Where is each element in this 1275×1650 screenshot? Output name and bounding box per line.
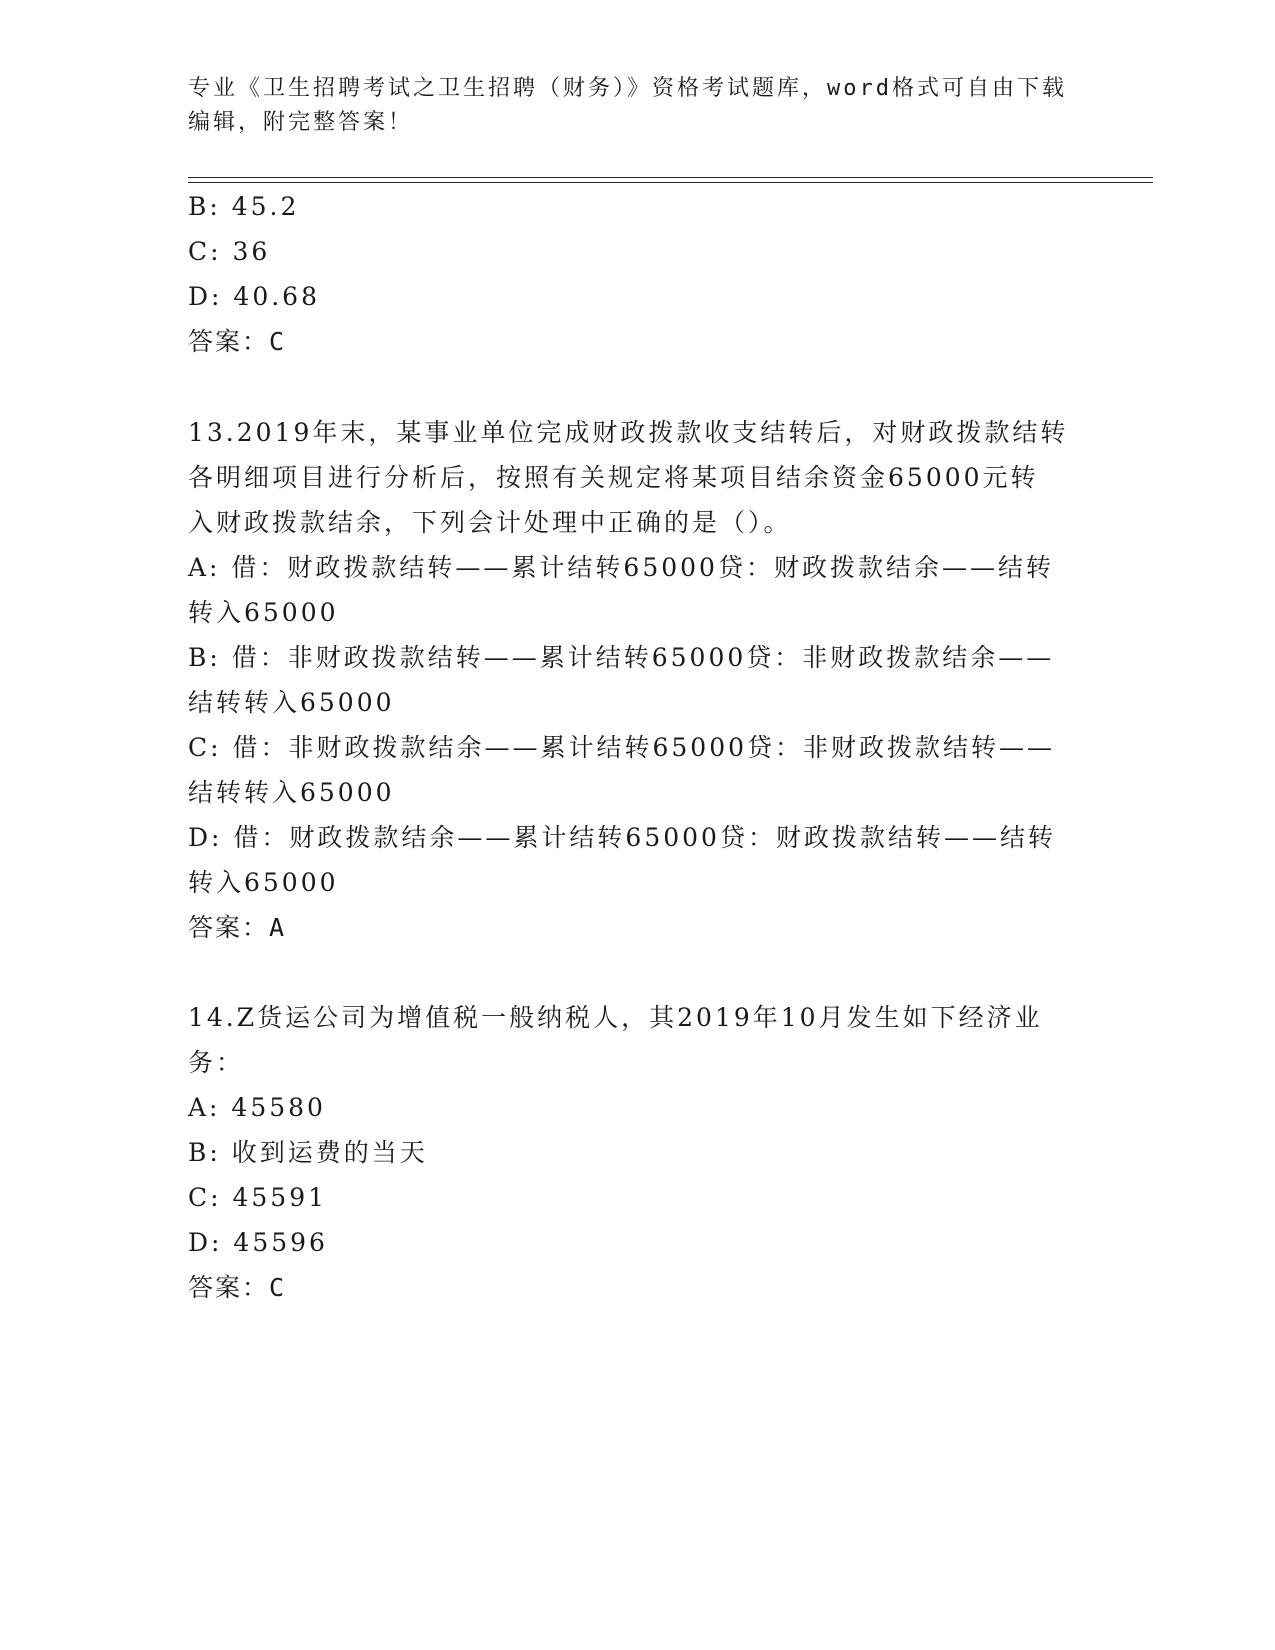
q13-stem-line-1: 13.2019年末，某事业单位完成财政拨款收支结转后，对财政拨款结转 — [188, 418, 1069, 447]
q13-stem-line-2: 各明细项目进行分析后，按照有关规定将某项目结余资金65000元转 — [188, 463, 1039, 492]
q13-option-b-cont: 结转转入65000 — [188, 688, 395, 717]
q13-option-d: D: 借：财政拨款结余——累计结转65000贷：财政拨款结转——结转 — [188, 823, 1056, 852]
header-divider-top — [188, 177, 1153, 178]
q14-stem-line-2: 务： — [188, 1048, 245, 1077]
q14-option-b: B: 收到运费的当天 — [188, 1138, 428, 1167]
q14-option-a: A: 45580 — [188, 1093, 326, 1122]
q13-option-c: C: 借：非财政拨款结余——累计结转65000贷：非财政拨款结转—— — [188, 733, 1056, 762]
q13-option-d-cont: 转入65000 — [188, 868, 339, 897]
q14-option-c: C: 45591 — [188, 1183, 328, 1212]
option-c-prev: C: 36 — [188, 237, 271, 266]
q13-option-c-cont: 结转转入65000 — [188, 778, 395, 807]
header-divider-bottom — [188, 182, 1153, 183]
q13-option-a-cont: 转入65000 — [188, 598, 339, 627]
q13-option-a: A: 借：财政拨款结转——累计结转65000贷：财政拨款结余——结转 — [188, 553, 1054, 582]
header-line-2: 编辑，附完整答案！ — [188, 110, 414, 135]
option-d-prev: D: 40.68 — [188, 282, 320, 311]
q13-stem-line-3: 入财政拨款结余，下列会计处理中正确的是（）。 — [188, 508, 792, 537]
header-line-1: 专业《卫生招聘考试之卫生招聘（财务）》资格考试题库，word格式可自由下载 — [188, 76, 1067, 101]
answer-prev: 答案：C — [188, 327, 287, 356]
document-header — [188, 72, 1088, 140]
q14-answer: 答案：C — [188, 1273, 287, 1302]
option-b-prev: B: 45.2 — [188, 192, 300, 221]
q13-answer: 答案：A — [188, 913, 287, 942]
q14-stem-line-1: 14.Z货运公司为增值税一般纳税人，其2019年10月发生如下经济业 — [188, 1003, 1043, 1032]
q14-option-d: D: 45596 — [188, 1228, 328, 1257]
q13-option-b: B: 借：非财政拨款结转——累计结转65000贷：非财政拨款结余—— — [188, 643, 1055, 672]
